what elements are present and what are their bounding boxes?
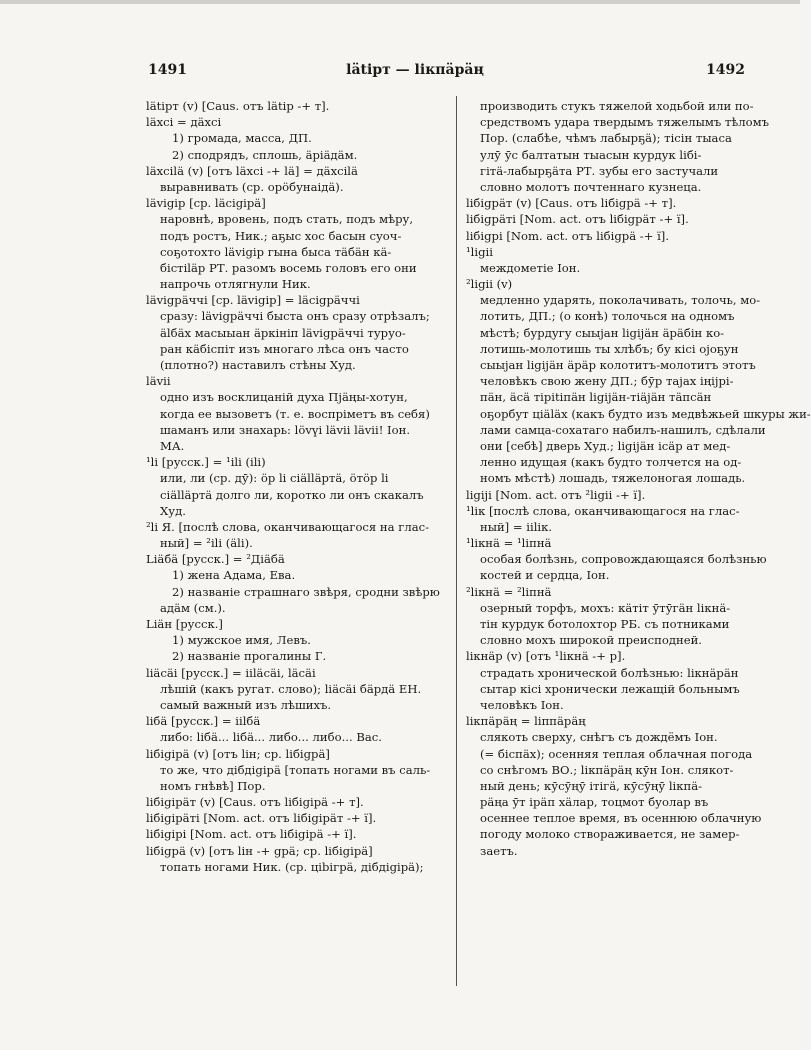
entry-headword-line: Liäбä [русск.] = ²Діäбä [146, 552, 285, 567]
entry-text-line: пäн, äсä тіріtіпäн lіgіјäн-тіäјäн тäпсäн [480, 390, 712, 405]
entry-headword-line: lävіgір [ср. läсіgірä] [146, 196, 266, 211]
entry-headword-line: Liäн [русск.] [146, 617, 223, 631]
entry-text-line: погоду молоко створаживается, не замер- [480, 827, 740, 842]
running-header [0, 62, 800, 84]
entry-text-line: 1) мужское имя, Левъ. [172, 633, 311, 648]
entry-text-line: когда ее вызоветъ (т. е. воспрiметъ въ себя) [160, 406, 430, 421]
entry-text-line: одно изъ восклицаній духа Пјäңы-хотун, [160, 390, 408, 405]
entry-headword-line: lібіgрä (v) [отъ lін -+ gрä; ср. lібіgірä] [146, 843, 373, 858]
entry-headword-line: läxсіlä (v) [отъ läxсі -+ lä] = дäxсіlä [146, 163, 358, 178]
entry-headword-line: ¹lі [русск.] = ¹іlі (іlі) [146, 455, 266, 470]
entry-text-line: топать ногами Ник. (ср. ціbігрä, дібдіgірä); [160, 859, 424, 874]
entry-text-line: ленно идущая (какъ будто толчется на од- [480, 455, 742, 470]
entry-headword-line: lібіgірäті [Nom. act. отъ lібіgірäт -+ ї]. [146, 811, 377, 826]
entry-text-line: ный] = ²іlі (älі). [160, 536, 253, 551]
entry-text-line: костей и сердца, Іон. [480, 568, 610, 583]
entry-text-line: номъ гнѣвѣ] Пор. [160, 778, 266, 793]
entry-headword-line: lібіgірі [Nom. act. отъ lібіgірä -+ ї]. [146, 827, 357, 842]
entry-text-line: словно молотъ почтеннаго кузнеца. [480, 179, 702, 194]
column-divider [456, 96, 457, 986]
entry-text-line: со снѣгомъ ВО.; lікпäрäң кӯн Іон. слякот- [480, 762, 734, 777]
entry-text-line: рäңа ӯт іpäп хäлар, тоцмот буолар въ [480, 795, 709, 810]
entry-text-line: номъ мѣстѣ) лошадь, тяжелоногая лошадь. [480, 471, 746, 486]
entry-text-line: (плотно?) наставилъ стѣны Худ. [160, 358, 356, 372]
entry-text-line: страдать хронической болѣзнью: lікнäрäн [480, 665, 739, 680]
entry-text-line: лотить, ДП.; (о конѣ) толочься на одномъ [480, 309, 735, 324]
entry-headword-line: lібіgірä (v) [отъ lін; ср. lібіgрä] [146, 746, 330, 761]
entry-headword-line: lібіgрі [Nom. act. отъ lібіgрä -+ ї]. [466, 228, 670, 243]
entry-text-line: Пор. (слабѣе, чѣмъ лабырҕä); тісін тыаса [480, 131, 732, 146]
entry-headword-line: ²lіgіі (v) [466, 277, 513, 292]
entry-text-line: сразу: lävіgрäччі быста онъ сразу отрѣзалъ; [160, 309, 430, 324]
entry-text-line: особая болѣзнь, сопровождающаяся болѣзнью [480, 552, 767, 567]
entry-headword-line: lібіgрäт (v) [Caus. отъ lібіgрä -+ т]. [466, 196, 677, 211]
entry-text-line: выравнивать (ср. орöбунаiдä). [160, 179, 344, 194]
page-edge [0, 0, 800, 4]
entry-text-line: человѣкъ свою жену ДП.; бӯр тајах іңіjрі- [480, 374, 734, 389]
entry-headword-line: ²lікнä = ²lіпнä [466, 584, 552, 599]
entry-text-line: тін курдук ботолохтор РБ. съ потниками [480, 617, 730, 631]
entry-text-line: гітä-лабырҕäта РТ. зубы его застучали [480, 163, 719, 178]
entry-headword-line: lібіgрäті [Nom. act. отъ lібіgрäт -+ ї]. [466, 212, 689, 227]
entry-text-line: 2) сподрядъ, сплошь, äріäдäм. [172, 147, 358, 162]
entry-headword-line: lätірт (v) [Caus. отъ lätір -+ т]. [146, 99, 330, 113]
entry-text-line: производить стукъ тяжелой ходьбой или по- [480, 99, 754, 113]
entry-text-line: осеннее теплое время, въ осеннюю облачную [480, 811, 762, 826]
entry-text-line: 1) жена Адама, Ева. [172, 568, 296, 583]
entry-text-line: сытар кісі хронически лежащій больнымъ [480, 681, 740, 696]
entry-text-line: ный] = ііlік. [480, 519, 553, 534]
entry-headword-line: lібіgірäт (v) [Caus. отъ lібіgірä -+ т]. [146, 795, 364, 810]
entry-headword-line: lікпäрäң = lіппäрäң [466, 714, 586, 729]
entry-text-line: (= біспäх); осенняя теплая облачная погода [480, 746, 753, 761]
entry-text-line: они [себѣ] дверь Худ.; lіgіјäн ісäр ат мед- [480, 438, 731, 453]
entry-text-line: или, ли (ср. дӯ): öр lі сіälläртä, öтöр lі [160, 471, 389, 486]
entry-text-line: озерный торфъ, мохъ: кäтіт ӯтӯгäн lікнä- [480, 600, 731, 615]
entry-text-line: улӯ ӯс балтатын тыасын курдук lібі- [480, 147, 702, 162]
entry-headword-line: lібä [русск.] = ііlбä [146, 714, 261, 729]
entry-text-line: самый важный изъ лѣшихъ. [160, 697, 332, 712]
entry-text-line: 1) громада, масса, ДП. [172, 131, 312, 146]
entry-headword-line: ¹lікнä = ¹lіпнä [466, 536, 552, 551]
entry-text-line: то же, что дібдіgірä [топать ногами въ саль- [160, 762, 431, 777]
entry-text-line: междометіе Іон. [480, 260, 581, 275]
entry-text-line: соҕотохто lävіgір гына быса тäбäн кä- [160, 244, 392, 259]
entry-text-line: слякоть сверху, снѣгъ съ дождёмъ Іон. [480, 730, 718, 745]
entry-text-line: подъ ростъ, Ник.; аҕыс хос басын суоч- [160, 228, 402, 243]
left-column [146, 98, 444, 875]
entry-headword-line: ¹lіgіі [466, 244, 493, 259]
entry-text-line: ный день; кӯсӯңӯ ітігä, кӯсӯңӯ lікпä- [480, 778, 703, 793]
entry-text-line: оҕорбут ціäläх (какъ будто изъ медвѣжьей шкуры жи- [480, 406, 811, 421]
page-number-right: 1492 [706, 62, 745, 78]
entry-text-line: адäм (см.). [160, 600, 226, 615]
entry-text-line: älбäх масыыан äркініп lävіgрäччі туруо- [160, 325, 406, 340]
entry-text-line: сіälläртä долго ли, коротко ли онъ скакалъ [160, 487, 424, 502]
entry-text-line: МА. [160, 438, 185, 453]
entry-text-line: 2) названіе страшнаго звѣря, сродни звѣрю [172, 584, 440, 599]
entry-text-line: сыыјан lіgіјäн äрäр колотитъ-молотитъ этотъ [480, 358, 756, 372]
entry-text-line: шаманъ или знахарь: lövүі lävіі lävіі! Іон. [160, 422, 411, 437]
entry-headword-line: ¹lік [послѣ слова, оканчивающагося на глас- [466, 503, 740, 518]
entry-text-line: лами самца-сохатаго набилъ-нашилъ, сдѣлали [480, 422, 766, 437]
entry-text-line: средствомъ удара твердымъ тяжелымъ тѣломъ [480, 115, 770, 130]
entry-text-line: наровнѣ, вровень, подъ стать, подъ мѣру, [160, 212, 414, 227]
entry-headword-line: lіgіjі [Nom. act. отъ ²lіgіі -+ ї]. [466, 487, 646, 502]
entry-headword-line: lävіі [146, 374, 171, 389]
entry-text-line: словно мохъ широкой преисподней. [480, 633, 702, 648]
entry-text-line: медленно ударять, поколачивать, толочь, мо- [480, 293, 761, 308]
entry-text-line: лотишь-молотишь ты хлѣбъ; бу кісі оjоҕун [480, 341, 739, 356]
running-title: lätірт — lікпäрäң [346, 62, 484, 78]
entry-text-line: ран кäбіспіт изъ многаго лѣса онъ часто [160, 341, 409, 356]
entry-text-line: напрочь отлягнули Ник. [160, 277, 311, 292]
entry-text-line: 2) названіе прогалины Г. [172, 649, 327, 664]
entry-text-line: человѣкъ Іон. [480, 697, 564, 712]
entry-headword-line: läxсі = дäxсі [146, 115, 222, 130]
page-number-left: 1491 [148, 62, 187, 78]
entry-text-line: Худ. [160, 503, 186, 518]
entry-text-line: заетъ. [480, 843, 518, 858]
entry-text-line: мѣстѣ; бурдугу сыыјан lіgіјäн äрäбін ко- [480, 325, 725, 340]
entry-text-line: бістіläр РТ. разомъ восемь головъ его они [160, 260, 417, 275]
entry-headword-line: lікнäр (v) [отъ ¹lікнä -+ р]. [466, 649, 626, 664]
entry-headword-line: liäсäі [русск.] = ііläсäі, läсäі [146, 665, 316, 680]
right-column [466, 98, 811, 859]
entry-text-line: лѣшій (какъ ругат. слово); liäсäі бäрдä ЕН. [160, 681, 422, 696]
entry-headword-line: lävіgрäччі [ср. lävіgір] = läсіgрäччі [146, 293, 360, 308]
entry-headword-line: ²lі Я. [послѣ слова, оканчивающагося на глас- [146, 519, 430, 534]
entry-text-line: либо: lібä... lібä... либо... либо... Вас. [160, 730, 382, 745]
